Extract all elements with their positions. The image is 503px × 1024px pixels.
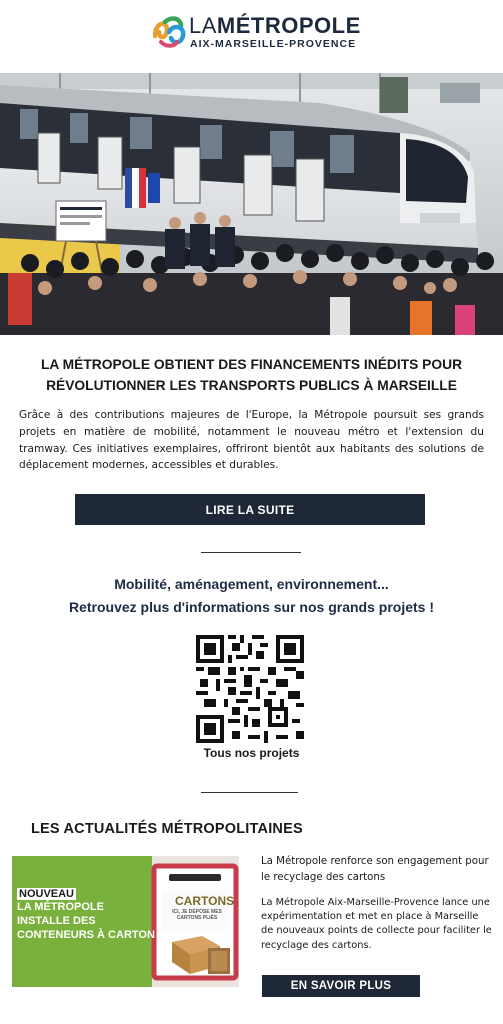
news-image-line: INSTALLE DES: [17, 915, 96, 927]
divider-top: [201, 552, 301, 553]
metropole-logo-icon: [153, 16, 187, 48]
news-item-image[interactable]: [12, 856, 239, 987]
news-section-title: LES ACTUALITÉS MÉTROPOLITAINES: [31, 821, 303, 837]
promo-headline: Mobilité, aménagement, environnement...: [114, 576, 389, 592]
news-image-bin-label: CARTONS: [175, 894, 235, 908]
logo-wordmark: LAMÉTROPOLE: [189, 13, 361, 38]
article-title: LA MÉTROPOLE OBTIENT DES FINANCEMENTS INÉDITS POUR RÉVOLUTIONNER LES TRANSPORTS PUBLICS À MARSEILLE: [40, 357, 463, 393]
header: [0, 0, 503, 73]
qr-caption: Tous nos projets: [203, 746, 300, 760]
read-more-button[interactable]: LIRE LA SUITE: [75, 494, 425, 525]
news-image-tag: NOUVEAU: [19, 888, 75, 900]
hero-image[interactable]: [0, 73, 503, 335]
qr-code-icon[interactable]: [196, 635, 304, 743]
news-image-bin-sublabel: ICI, JE DÉPOSE MES CARTONS PLIÉS: [172, 909, 222, 921]
divider-bottom: [201, 792, 298, 793]
news-item-title: La Métropole renforce son engagement pour le recyclage des cartons: [261, 856, 489, 883]
logo-subtitle: AIX-MARSEILLE-PROVENCE: [190, 38, 357, 50]
news-image-line: LA MÉTROPOLE: [17, 901, 104, 913]
article-body: Grâce à des contributions majeures de l'Europe, la Métropole poursuit ses grands projets en matière de mobilité, notamment le nouveau métro et l'extension du tramway. Ces initiatives exemplaires, offriront bientôt aux habitants des solutions de déplacement modernes, accessibles et durables.: [19, 409, 484, 472]
promo-subheadline: Retrouvez plus d'informations sur nos grands projets !: [68, 599, 435, 615]
metro-train-photo: [0, 73, 503, 335]
learn-more-button[interactable]: EN SAVOIR PLUS: [262, 975, 420, 997]
news-item-body: La Métropole Aix-Marseille-Provence lance une expérimentation et met en place à Marseille de nouveaux points de collecte pour faciliter le recyclage des cartons.: [261, 897, 492, 951]
metropole-logo[interactable]: [153, 13, 361, 54]
news-image-line: CONTENEURS À CARTON: [17, 929, 155, 941]
